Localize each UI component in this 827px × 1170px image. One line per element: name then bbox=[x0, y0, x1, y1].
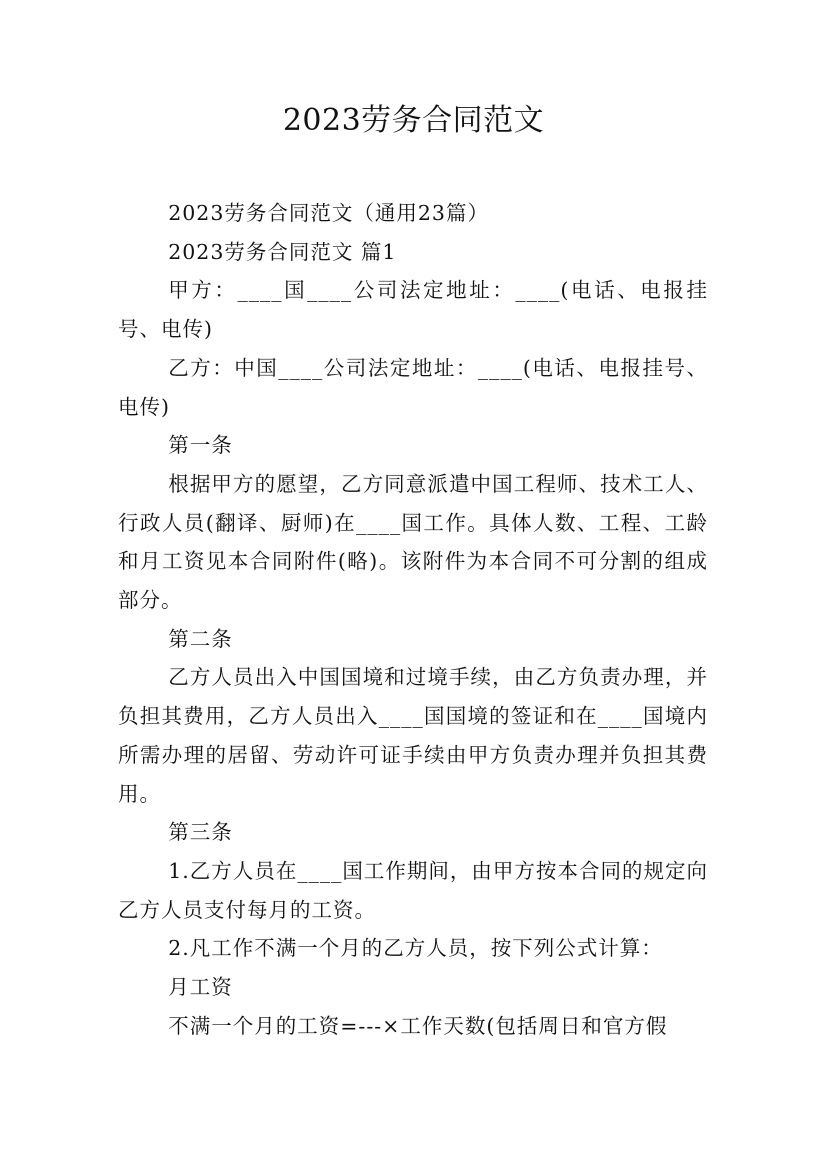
article-2-heading: 第二条 bbox=[168, 626, 233, 651]
paragraph-subtitle: 2023劳务合同范文（通用23篇） bbox=[168, 201, 489, 225]
paragraph-party-a: 甲方：____国____公司法定地址：____(电话、电报挂号、电传) bbox=[118, 278, 708, 342]
document-title: 2023劳务合同范文 bbox=[282, 103, 545, 138]
formula-text: 不满一个月的工资=---×工作天数(包括周日和官方假 bbox=[168, 1013, 668, 1038]
article-1-heading: 第一条 bbox=[168, 433, 233, 458]
article-3-item-2: 2.凡工作不满一个月的乙方人员，按下列公式计算： bbox=[168, 936, 663, 961]
article-3-heading: 第三条 bbox=[168, 820, 233, 845]
article-2-body: 乙方人员出入中国国境和过境手续，由乙方负责办理，并负担其费用，乙方人员出入____国国境的签证和在____国境内所需办理的居留、劳动许可证手续由甲方负责办理并负担其费用。 bbox=[118, 665, 708, 806]
article-3-item-1: 1.乙方人员在____国工作期间，由甲方按本合同的规定向乙方人员支付每月的工资。 bbox=[118, 858, 708, 922]
article-1-body: 根据甲方的愿望，乙方同意派遣中国工程师、技术工人、行政人员(翻译、厨师)在____国工作。具体人数、工程、工龄和月工资见本合同附件(略)。该附件为本合同不可分割的组成部分。 bbox=[118, 471, 708, 613]
paragraph-party-b: 乙方：中国____公司法定地址：____(电话、电报挂号、电传) bbox=[118, 355, 708, 419]
document-body bbox=[118, 194, 708, 1045]
paragraph-section-heading: 2023劳务合同范文 篇1 bbox=[168, 239, 397, 264]
formula-label: 月工资 bbox=[168, 975, 233, 1000]
